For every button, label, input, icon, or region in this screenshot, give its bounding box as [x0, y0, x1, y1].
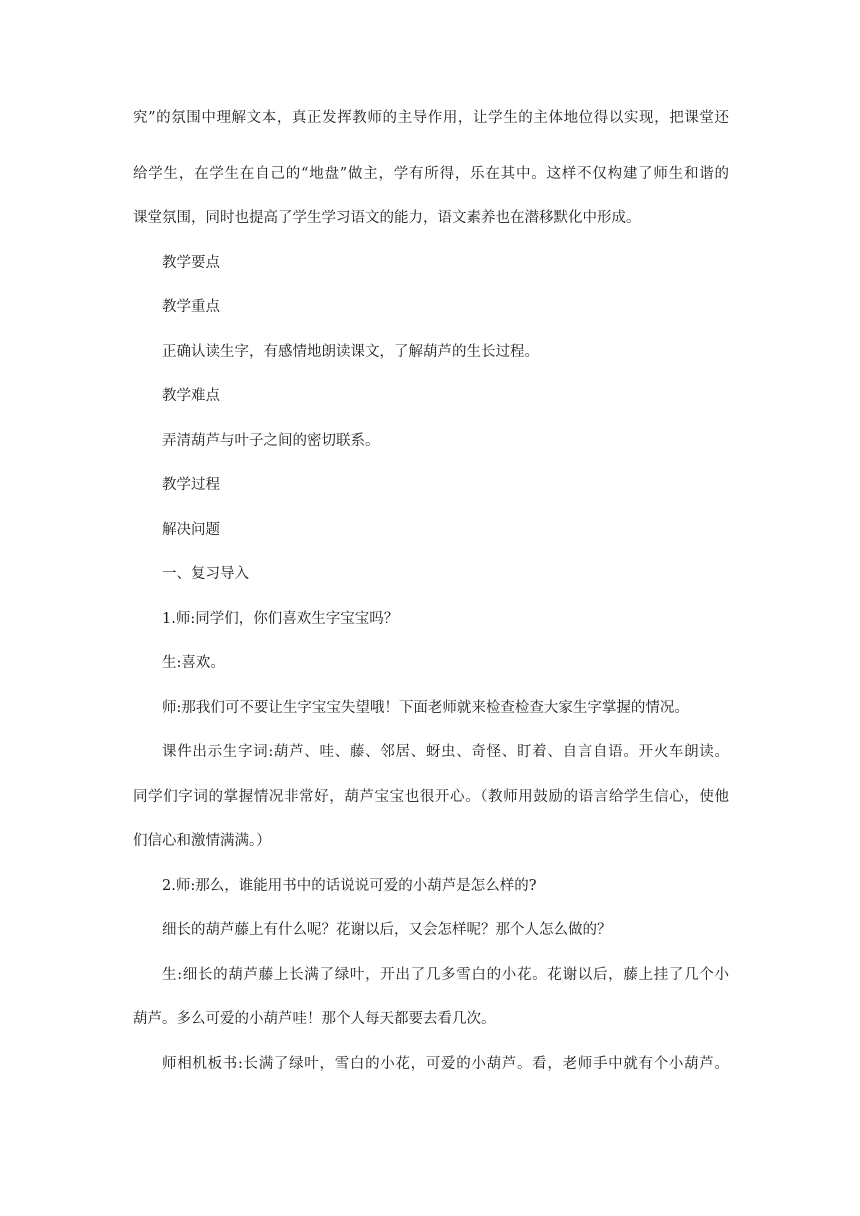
section-heading: 解决问题 — [162, 521, 220, 538]
paragraph-line: 1.师:同学们，你们喜欢生字宝宝吗？ — [162, 610, 399, 627]
paragraph-line: 们信心和激情满满。） — [133, 833, 271, 849]
paragraph-line: 葫芦。多么可爱的小葫芦哇！那个人每天都要去看几次。 — [133, 1011, 496, 1027]
section-heading: 一、复习导入 — [162, 566, 249, 582]
paragraph-line: 课件出示生字词:葫芦、哇、藤、邻居、蚜虫、奇怪、盯着、自言自语。开火车朗读。 — [162, 744, 729, 760]
paragraph-line: 同学们字词的掌握情况非常好，葫芦宝宝也很开心。（教师用鼓励的语言给学生信心，使他 — [133, 788, 729, 805]
paragraph-line: 弄清葫芦与叶子之间的密切联系。 — [162, 432, 380, 449]
paragraph-line: 给学生，在学生在自己的“地盘”做主，学有所得，乐在其中。这样不仅构建了师生和谐的 — [133, 165, 729, 182]
paragraph-line: 生:喜欢。 — [162, 655, 225, 671]
paragraph-line: 2.师:那么，谁能用书中的话说说可爱的小葫芦是怎么样的? — [162, 877, 537, 894]
paragraph-line: 生:细长的葫芦藤上长满了绿叶，开出了几多雪白的小花。花谢以后，藤上挂了几个小 — [162, 966, 729, 983]
paragraph-line: 课堂氛围，同时也提高了学生学习语文的能力，语文素养也在潜移默化中形成。 — [133, 210, 641, 226]
section-heading: 教学要点 — [162, 254, 220, 271]
document-body — [133, 111, 733, 1071]
section-heading: 教学重点 — [162, 299, 220, 315]
section-heading: 教学难点 — [162, 388, 220, 404]
section-heading: 教学过程 — [162, 477, 220, 493]
paragraph-line: 师:那我们可不要让生字宝宝失望哦！下面老师就来检查检查大家生字掌握的情况。 — [162, 699, 689, 716]
paragraph-line: 细长的葫芦藤上有什么呢？花谢以后，又会怎样呢？那个人怎么做的？ — [162, 922, 612, 938]
paragraph-line: 正确认读生字，有感情地朗读课文，了解葫芦的生长过程。 — [162, 343, 539, 360]
paragraph-line: 师相机板书:长满了绿叶，雪白的小花，可爱的小葫芦。看，老师手中就有个小葫芦。 — [162, 1055, 729, 1072]
paragraph-line: 究”的氛围中理解文本，真正发挥教师的主导作用，让学生的主体地位得以实现，把课堂还 — [133, 110, 729, 126]
